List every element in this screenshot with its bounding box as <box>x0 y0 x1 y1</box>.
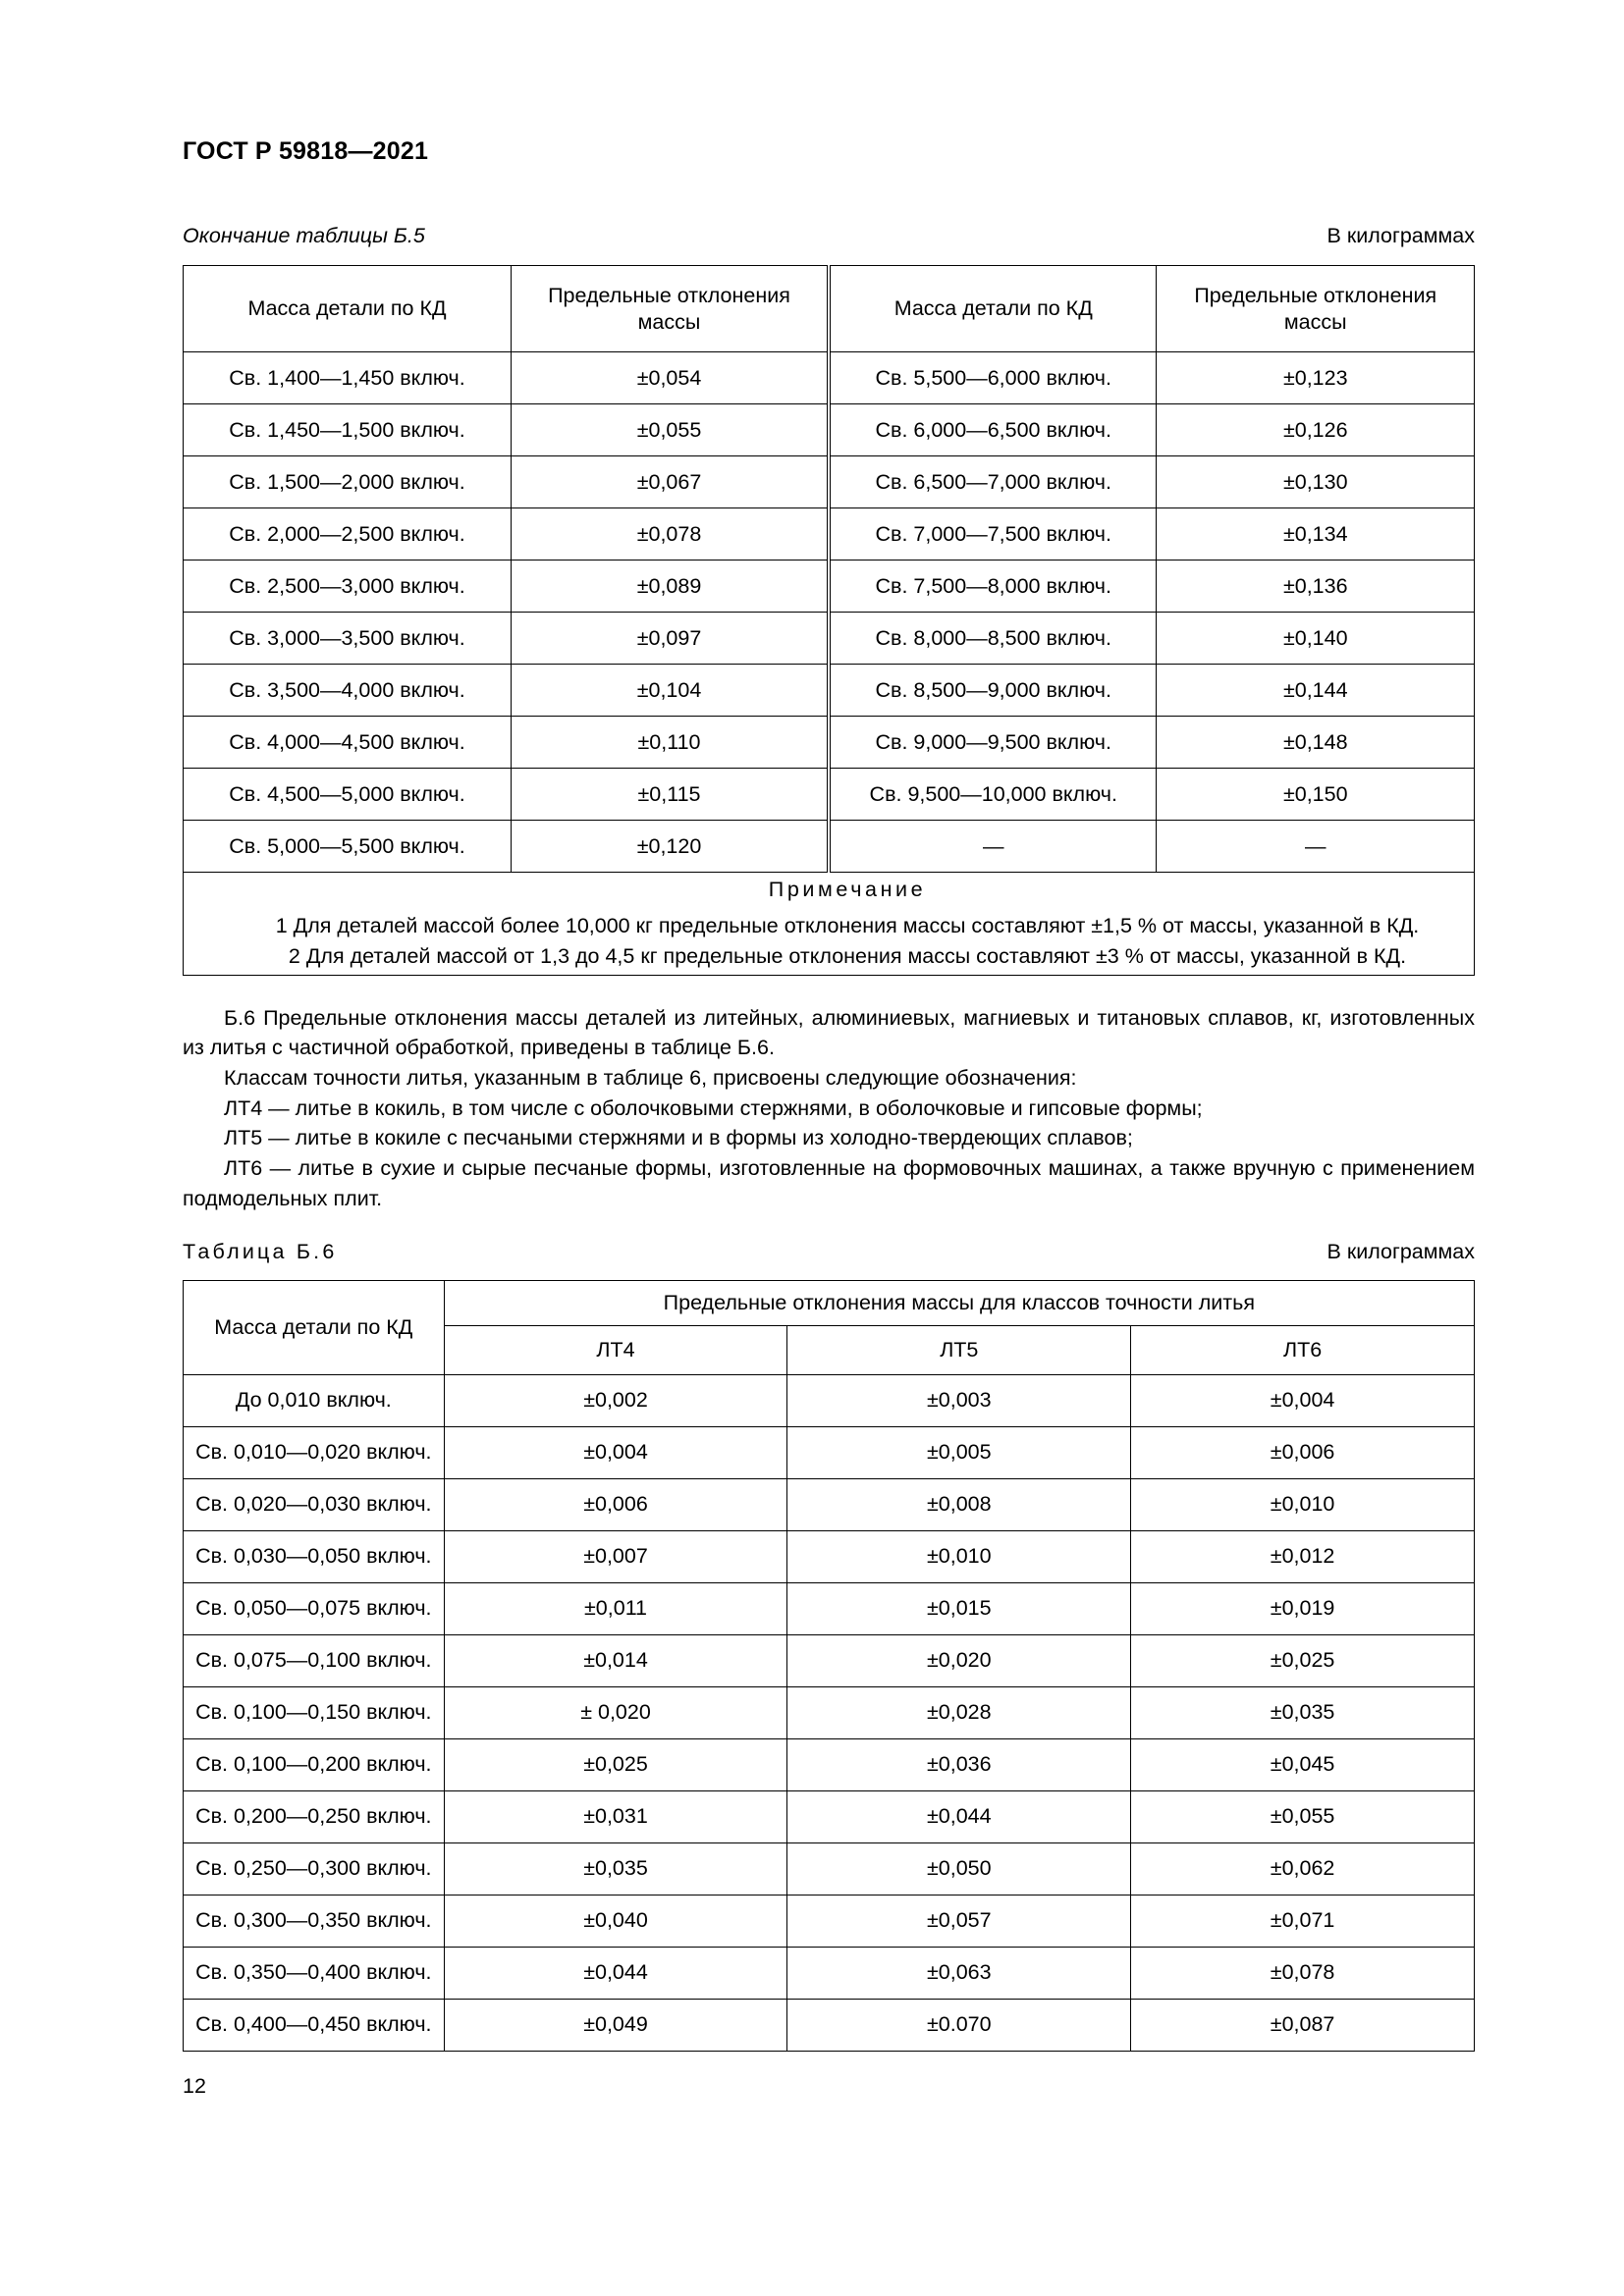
table-row <box>184 561 1475 613</box>
col-header-lt6: ЛТ6 <box>1131 1325 1475 1374</box>
cell-deviation-left: ±0,110 <box>512 717 829 769</box>
table-row <box>184 508 1475 561</box>
cell-lt5: ±0,036 <box>787 1738 1131 1790</box>
cell-lt4: ±0,006 <box>444 1478 787 1530</box>
cell-deviation-right: ±0,134 <box>1157 508 1475 561</box>
cell-lt6: ±0,055 <box>1131 1790 1475 1842</box>
paragraph-b6-classes-intro: Классам точности литья, указанным в таблице 6, присвоены следующие обозначения: <box>224 1065 1077 1090</box>
cell-deviation-right: ±0,126 <box>1157 404 1475 456</box>
table-b5-body <box>184 352 1475 873</box>
cell-lt4: ±0,014 <box>444 1634 787 1686</box>
table-header-row-group <box>184 1280 1475 1325</box>
page-number: 12 <box>183 2074 206 2098</box>
cell-mass-left: Св. 3,000—3,500 включ. <box>184 613 512 665</box>
cell-lt6: ±0,010 <box>1131 1478 1475 1530</box>
table-b5-units-label: В килограммах <box>1326 224 1475 247</box>
cell-mass: Св. 0,350—0,400 включ. <box>184 1947 445 1999</box>
cell-deviation-left: ±0,078 <box>512 508 829 561</box>
cell-lt5: ±0,063 <box>787 1947 1131 1999</box>
cell-mass: Св. 0,010—0,020 включ. <box>184 1426 445 1478</box>
table-b5-note <box>184 873 1475 976</box>
cell-mass: Св. 0,020—0,030 включ. <box>184 1478 445 1530</box>
cell-mass-right: Св. 8,500—9,000 включ. <box>829 665 1157 717</box>
cell-lt4: ±0,031 <box>444 1790 787 1842</box>
table-row <box>184 1895 1475 1947</box>
table-row <box>184 1582 1475 1634</box>
table-header-row <box>184 266 1475 352</box>
table-row <box>184 352 1475 404</box>
cell-mass-right: Св. 8,000—8,500 включ. <box>829 613 1157 665</box>
cell-lt4: ±0,002 <box>444 1374 787 1426</box>
col-header-lt4: ЛТ4 <box>444 1325 787 1374</box>
paragraph-lt4: ЛТ4 — литье в кокиль, в том числе с оболочковыми стержнями, в оболочковые и гипсовые формы; <box>224 1095 1203 1120</box>
cell-mass: До 0,010 включ. <box>184 1374 445 1426</box>
section-b6-text <box>183 1003 1475 1214</box>
cell-deviation-left: ±0,055 <box>512 404 829 456</box>
cell-mass: Св. 0,050—0,075 включ. <box>184 1582 445 1634</box>
cell-lt5: ±0,057 <box>787 1895 1131 1947</box>
col-header-group-deviation: Предельные отклонения массы для классов точности литья <box>444 1280 1474 1325</box>
cell-lt5: ±0,003 <box>787 1374 1131 1426</box>
cell-deviation-right: ±0,136 <box>1157 561 1475 613</box>
cell-lt5: ±0,020 <box>787 1634 1131 1686</box>
cell-mass-left: Св. 1,500—2,000 включ. <box>184 456 512 508</box>
note-title: Примечание <box>768 878 927 901</box>
table-b5-caption-label: Окончание таблицы Б.5 <box>183 224 425 247</box>
table-row <box>184 1530 1475 1582</box>
table-b5-note-body <box>184 873 1475 976</box>
col-header-mass: Масса детали по КД <box>184 1280 445 1374</box>
cell-mass: Св. 0,100—0,200 включ. <box>184 1738 445 1790</box>
table-row <box>184 1738 1475 1790</box>
cell-mass-right: Св. 7,500—8,000 включ. <box>829 561 1157 613</box>
cell-lt4: ±0,035 <box>444 1842 787 1895</box>
table-b6-caption-label: Таблица Б.6 <box>183 1239 338 1263</box>
table-row <box>184 1686 1475 1738</box>
cell-deviation-left: ±0,104 <box>512 665 829 717</box>
cell-lt5: ±0,044 <box>787 1790 1131 1842</box>
cell-lt6: ±0,035 <box>1131 1686 1475 1738</box>
cell-lt6: ±0,087 <box>1131 1999 1475 2051</box>
cell-deviation-right: — <box>1157 821 1475 873</box>
table-row <box>184 1842 1475 1895</box>
cell-lt4: ±0,044 <box>444 1947 787 1999</box>
cell-mass-left: Св. 1,450—1,500 включ. <box>184 404 512 456</box>
cell-lt6: ±0,062 <box>1131 1842 1475 1895</box>
cell-lt6: ±0,012 <box>1131 1530 1475 1582</box>
table-row <box>184 404 1475 456</box>
cell-lt6: ±0,078 <box>1131 1947 1475 1999</box>
cell-deviation-left: ±0,120 <box>512 821 829 873</box>
cell-lt4: ±0,040 <box>444 1895 787 1947</box>
cell-mass-left: Св. 5,000—5,500 включ. <box>184 821 512 873</box>
cell-lt4: ±0,025 <box>444 1738 787 1790</box>
paragraph-lt6: ЛТ6 — литье в сухие и сырые песчаные формы, изготовленные на формовочных машинах, а также вручную с применением подмодельных плит. <box>183 1156 1475 1210</box>
cell-mass: Св. 0,250—0,300 включ. <box>184 1842 445 1895</box>
cell-lt6: ±0,004 <box>1131 1374 1475 1426</box>
cell-mass-left: Св. 3,500—4,000 включ. <box>184 665 512 717</box>
cell-mass: Св. 0,075—0,100 включ. <box>184 1634 445 1686</box>
table-b6-body <box>184 1374 1475 2051</box>
cell-lt4: ±0,007 <box>444 1530 787 1582</box>
table-b6-units-label: В килограммах <box>1326 1239 1475 1263</box>
cell-mass-right: Св. 9,000—9,500 включ. <box>829 717 1157 769</box>
table-row <box>184 769 1475 821</box>
table-b5-header <box>184 266 1475 352</box>
table-row <box>184 717 1475 769</box>
cell-mass: Св. 0,400—0,450 включ. <box>184 1999 445 2051</box>
table-b6-header <box>184 1280 1475 1374</box>
cell-mass-right: Св. 6,000—6,500 включ. <box>829 404 1157 456</box>
table-row <box>184 456 1475 508</box>
cell-lt5: ±0,050 <box>787 1842 1131 1895</box>
cell-lt6: ±0,045 <box>1131 1738 1475 1790</box>
table-row <box>184 1634 1475 1686</box>
note-item: 2 Для деталей массой от 1,3 до 4,5 кг предельные отклонения массы составляют ±3 % от массы, указанной в КД. <box>288 944 1407 969</box>
cell-deviation-right: ±0,150 <box>1157 769 1475 821</box>
cell-deviation-left: ±0,067 <box>512 456 829 508</box>
cell-mass-left: Св. 4,000—4,500 включ. <box>184 717 512 769</box>
table-row <box>184 613 1475 665</box>
table-row <box>184 821 1475 873</box>
table-b5 <box>183 265 1475 976</box>
table-row <box>184 1790 1475 1842</box>
table-row <box>184 1374 1475 1426</box>
cell-deviation-left: ±0,097 <box>512 613 829 665</box>
cell-mass-left: Св. 2,000—2,500 включ. <box>184 508 512 561</box>
table-row <box>184 1478 1475 1530</box>
table-b6 <box>183 1280 1475 2052</box>
cell-mass-left: Св. 2,500—3,000 включ. <box>184 561 512 613</box>
cell-lt4: ± 0,020 <box>444 1686 787 1738</box>
cell-deviation-right: ±0,140 <box>1157 613 1475 665</box>
cell-deviation-left: ±0,089 <box>512 561 829 613</box>
paragraph-lt5: ЛТ5 — литье в кокиле с песчаными стержнями и в формы из холодно-твердеющих сплавов; <box>224 1126 1133 1150</box>
cell-lt5: ±0,008 <box>787 1478 1131 1530</box>
table-row <box>184 1999 1475 2051</box>
cell-mass-left: Св. 1,400—1,450 включ. <box>184 352 512 404</box>
cell-lt4: ±0,049 <box>444 1999 787 2051</box>
cell-deviation-right: ±0,148 <box>1157 717 1475 769</box>
cell-mass-right: Св. 7,000—7,500 включ. <box>829 508 1157 561</box>
cell-deviation-left: ±0,115 <box>512 769 829 821</box>
col-header-deviation-right: Предельные отклонения массы <box>1157 266 1475 352</box>
cell-mass-right: Св. 5,500—6,000 включ. <box>829 352 1157 404</box>
cell-lt4: ±0,004 <box>444 1426 787 1478</box>
standard-number-header: ГОСТ Р 59818—2021 <box>183 137 429 165</box>
cell-mass-right: Св. 9,500—10,000 включ. <box>829 769 1157 821</box>
cell-mass: Св. 0,200—0,250 включ. <box>184 1790 445 1842</box>
cell-lt5: ±0,015 <box>787 1582 1131 1634</box>
col-header-deviation-left: Предельные отклонения массы <box>512 266 829 352</box>
cell-lt6: ±0,025 <box>1131 1634 1475 1686</box>
cell-mass-left: Св. 4,500—5,000 включ. <box>184 769 512 821</box>
note-item: 1 Для деталей массой более 10,000 кг предельные отклонения массы составляют ±1,5 % от массы, указанной в КД. <box>275 914 1420 938</box>
cell-lt4: ±0,011 <box>444 1582 787 1634</box>
table-b5-caption <box>183 224 1475 248</box>
col-header-mass-left: Масса детали по КД <box>184 266 512 352</box>
table-row <box>184 1947 1475 1999</box>
table-row <box>184 1426 1475 1478</box>
cell-mass-right: Св. 6,500—7,000 включ. <box>829 456 1157 508</box>
table-b6-caption <box>183 1240 1475 1264</box>
cell-mass: Св. 0,100—0,150 включ. <box>184 1686 445 1738</box>
cell-lt5: ±0,028 <box>787 1686 1131 1738</box>
cell-mass: Св. 0,030—0,050 включ. <box>184 1530 445 1582</box>
cell-deviation-left: ±0,054 <box>512 352 829 404</box>
cell-mass: Св. 0,300—0,350 включ. <box>184 1895 445 1947</box>
cell-deviation-right: ±0,144 <box>1157 665 1475 717</box>
cell-deviation-right: ±0,130 <box>1157 456 1475 508</box>
table-row <box>184 665 1475 717</box>
col-header-mass-right: Масса детали по КД <box>829 266 1157 352</box>
paragraph-b6-intro: Б.6 Предельные отклонения массы деталей из литейных, алюминиевых, магниевых и титановых сплавов, кг, изготовленных из литья с частичной обработкой, приведены в таблице Б.6. <box>183 1005 1475 1060</box>
cell-lt6: ±0,019 <box>1131 1582 1475 1634</box>
cell-lt5: ±0.070 <box>787 1999 1131 2051</box>
table-note-row <box>184 873 1475 976</box>
col-header-lt5: ЛТ5 <box>787 1325 1131 1374</box>
cell-lt6: ±0,006 <box>1131 1426 1475 1478</box>
cell-lt6: ±0,071 <box>1131 1895 1475 1947</box>
cell-mass-right: — <box>829 821 1157 873</box>
cell-deviation-right: ±0,123 <box>1157 352 1475 404</box>
cell-lt5: ±0,010 <box>787 1530 1131 1582</box>
cell-lt5: ±0,005 <box>787 1426 1131 1478</box>
